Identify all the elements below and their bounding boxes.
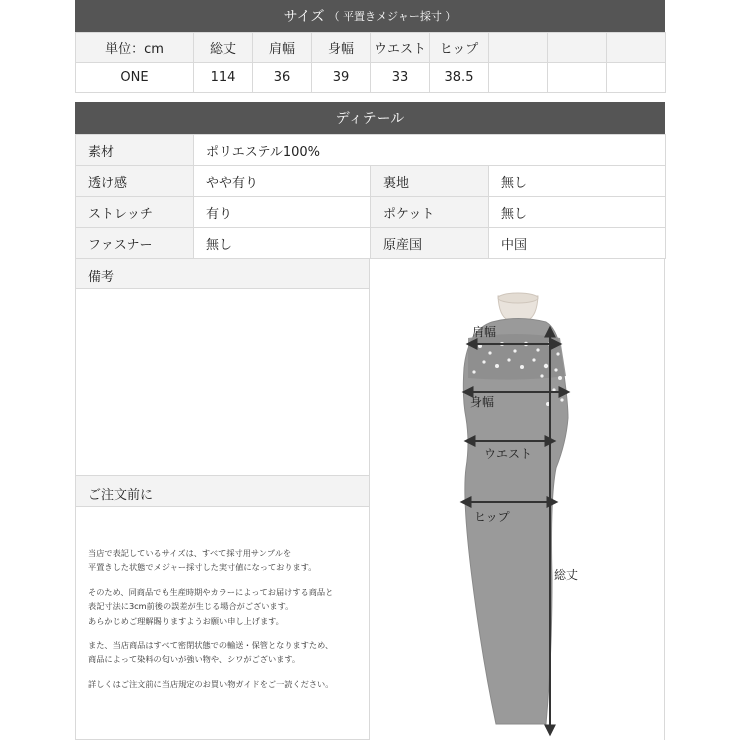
size-header-cell: 単位：cm: [76, 33, 194, 63]
stretch-value: 有り: [194, 197, 371, 228]
caution-line: 表記寸法に3cm前後の誤差が生じる場合がございます。: [88, 601, 294, 612]
caution-paragraph: [88, 585, 366, 628]
stretch-label: ストレッチ: [76, 197, 194, 228]
origin-value: 中国: [489, 228, 666, 259]
detail-section-header: [75, 102, 665, 134]
size-table-row: [76, 63, 666, 93]
sheerness-label: 透け感: [76, 166, 194, 197]
notes-panel: [75, 258, 370, 740]
detail-row: [76, 228, 666, 259]
size-section-title: サイズ: [283, 9, 325, 25]
size-value-cell: [607, 63, 666, 93]
lining-label: 裏地: [371, 166, 489, 197]
detail-row-material: [76, 135, 666, 166]
divider: [75, 92, 665, 93]
bust-label: 身幅: [470, 395, 495, 409]
origin-label: 原産国: [371, 228, 489, 259]
material-value: ポリエステル100%: [194, 135, 666, 166]
size-section-subtitle: （ 平置きメジャー採寸 ）: [328, 10, 457, 23]
size-header-cell: [548, 33, 607, 63]
caution-line: あらかじめご理解賜りますようお願い申し上げます。: [88, 615, 284, 626]
fastener-label: ファスナー: [76, 228, 194, 259]
pocket-value: 無し: [489, 197, 666, 228]
notes-title: 備考: [76, 259, 369, 289]
caution-line: そのため、同商品でも生産時期やカラーによってお届けする商品と: [88, 586, 334, 597]
waist-label: ウエスト: [484, 447, 533, 461]
caution-line: 当店で表記しているサイズは、すべて採寸用サンプルを: [88, 548, 292, 558]
shoulder-label: 肩幅: [472, 325, 497, 339]
size-value-cell: 38.5: [430, 63, 489, 93]
pocket-label: ポケット: [371, 197, 489, 228]
detail-row: [76, 197, 666, 228]
caution-paragraph: [88, 638, 366, 667]
size-header-cell: [607, 33, 666, 63]
size-value-cell: 39: [312, 63, 371, 93]
size-table-header-row: [76, 33, 666, 63]
size-value-cell: [489, 63, 548, 93]
detail-row: [76, 166, 666, 197]
hip-label: ヒップ: [474, 510, 510, 524]
size-header-cell: ウエスト: [371, 33, 430, 63]
size-header-cell: 総丈: [194, 33, 253, 63]
caution-line: また、当店商品はすべて密閉状態での輸送・保管となりますため、: [88, 640, 334, 651]
detail-section-title: ディテール: [335, 111, 405, 127]
size-value-cell: 33: [371, 63, 430, 93]
size-section-header: [75, 0, 665, 32]
length-label: 総丈: [554, 568, 579, 582]
dress-measurement-figure: [370, 258, 665, 740]
size-header-cell: 肩幅: [253, 33, 312, 63]
caution-paragraph: [88, 677, 366, 691]
sheer-yoke: [468, 334, 566, 380]
caution-text: [88, 546, 366, 701]
size-header-cell: [489, 33, 548, 63]
size-header-cell: ヒップ: [430, 33, 489, 63]
size-value-cell: [548, 63, 607, 93]
size-value-cell: 36: [253, 63, 312, 93]
fastener-value: 無し: [194, 228, 371, 259]
size-header-cell: 身幅: [312, 33, 371, 63]
caution-line: 平置きした状態でメジャー採寸した実寸値になっております。: [88, 562, 317, 573]
material-label: 素材: [76, 135, 194, 166]
size-table: [75, 32, 666, 93]
size-value-cell: ONE: [76, 63, 194, 93]
caution-title: ご注文前に: [76, 475, 369, 507]
caution-line: 商品によって染料の匂いが強い物や、シワがございます。: [88, 654, 301, 665]
lining-value: 無し: [489, 166, 666, 197]
detail-table: [75, 134, 666, 259]
caution-line: 詳しくはご注文前に当店規定のお買い物ガイドをご一読ください。: [88, 678, 334, 689]
sheerness-value: やや有り: [194, 166, 371, 197]
size-value-cell: 114: [194, 63, 253, 93]
caution-paragraph: [88, 546, 366, 575]
mannequin-top: [498, 293, 538, 303]
